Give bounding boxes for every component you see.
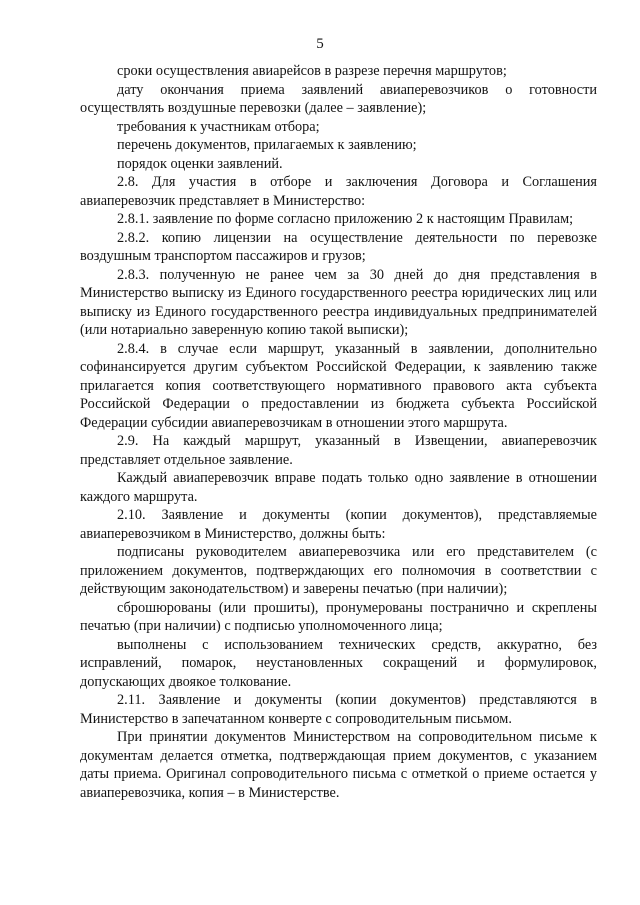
paragraph: порядок оценки заявлений. xyxy=(117,155,283,172)
paragraph: Каждый авиаперевозчик вправе подать только одно заявление в отношении каждого маршрута. xyxy=(80,470,597,505)
paragraph: сброшюрованы (или прошиты), пронумерованы постранично и скреплены печатью (при наличии) с подписью уполномоченного лица; xyxy=(80,599,597,634)
paragraph: перечень документов, прилагаемых к заявлению; xyxy=(117,137,417,153)
paragraph: При принятии документов Министерством на сопроводительном письме к документам делается отметка, подтверждающая прием документов, с указанием даты приема. Оригинал сопроводительного письма с отметкой о приеме остается у авиаперевозчика, копия – в Министерстве. xyxy=(80,729,597,801)
paragraph: 2.8.3. полученную не ранее чем за 30 дней до дня представления в Министерство выписку из Единого государственного реестра юридических лиц или выписку из Единого государственного реестра индивидуальных предпринимателей (или нотариально заверенную копию такой выписки); xyxy=(80,266,597,338)
paragraph: 2.8. Для участия в отборе и заключения Договора и Соглашения авиаперевозчик представляет в Министерство: xyxy=(80,174,597,209)
paragraph: выполнены с использованием технических средств, аккуратно, без исправлений, помарок, неустановленных сокращений и формулировок, допускающих двоякое толкование. xyxy=(80,636,597,690)
paragraph: 2.8.1. заявление по форме согласно приложению 2 к настоящим Правилам; xyxy=(117,211,574,227)
paragraph: 2.11. Заявление и документы (копии документов) представляются в Министерство в запечатанном конверте с сопроводительным письмом. xyxy=(80,692,597,727)
paragraph: подписаны руководителем авиаперевозчика или его представителем (с приложением документов, подтверждающих его полномочия в соответствии с действующим законодательством) и заверены печатью (при наличии); xyxy=(80,544,597,597)
page-number: 5 xyxy=(316,36,324,52)
paragraph: 2.10. Заявление и документы (копии документов), представляемые авиаперевозчиком в Министерство, должны быть: xyxy=(80,507,597,542)
paragraph: дату окончания приема заявлений авиаперевозчиков о готовности осуществлять воздушные перевозки (далее – заявление); xyxy=(80,81,597,116)
paragraph: требования к участникам отбора; xyxy=(117,118,320,135)
document-body xyxy=(80,62,597,802)
paragraph: 2.9. На каждый маршрут, указанный в Извещении, авиаперевозчик представляет отдельное заявление. xyxy=(80,433,597,468)
paragraph: 2.8.2. копию лицензии на осуществление деятельности по перевозке воздушным транспортом пассажиров и грузов; xyxy=(80,229,597,264)
paragraph: 2.8.4. в случае если маршрут, указанный в заявлении, дополнительно софинансируется другим субъектом Российской Федерации, к заявлению также прилагается копия соответствующего нормативного правового акта субъекта Российской Федерации о предоставлении из бюджета субъекта Российской Федерации субсидии авиаперевозчикам в отношении этого маршрута. xyxy=(80,340,597,431)
paragraph: сроки осуществления авиарейсов в разрезе перечня маршрутов; xyxy=(117,63,507,79)
